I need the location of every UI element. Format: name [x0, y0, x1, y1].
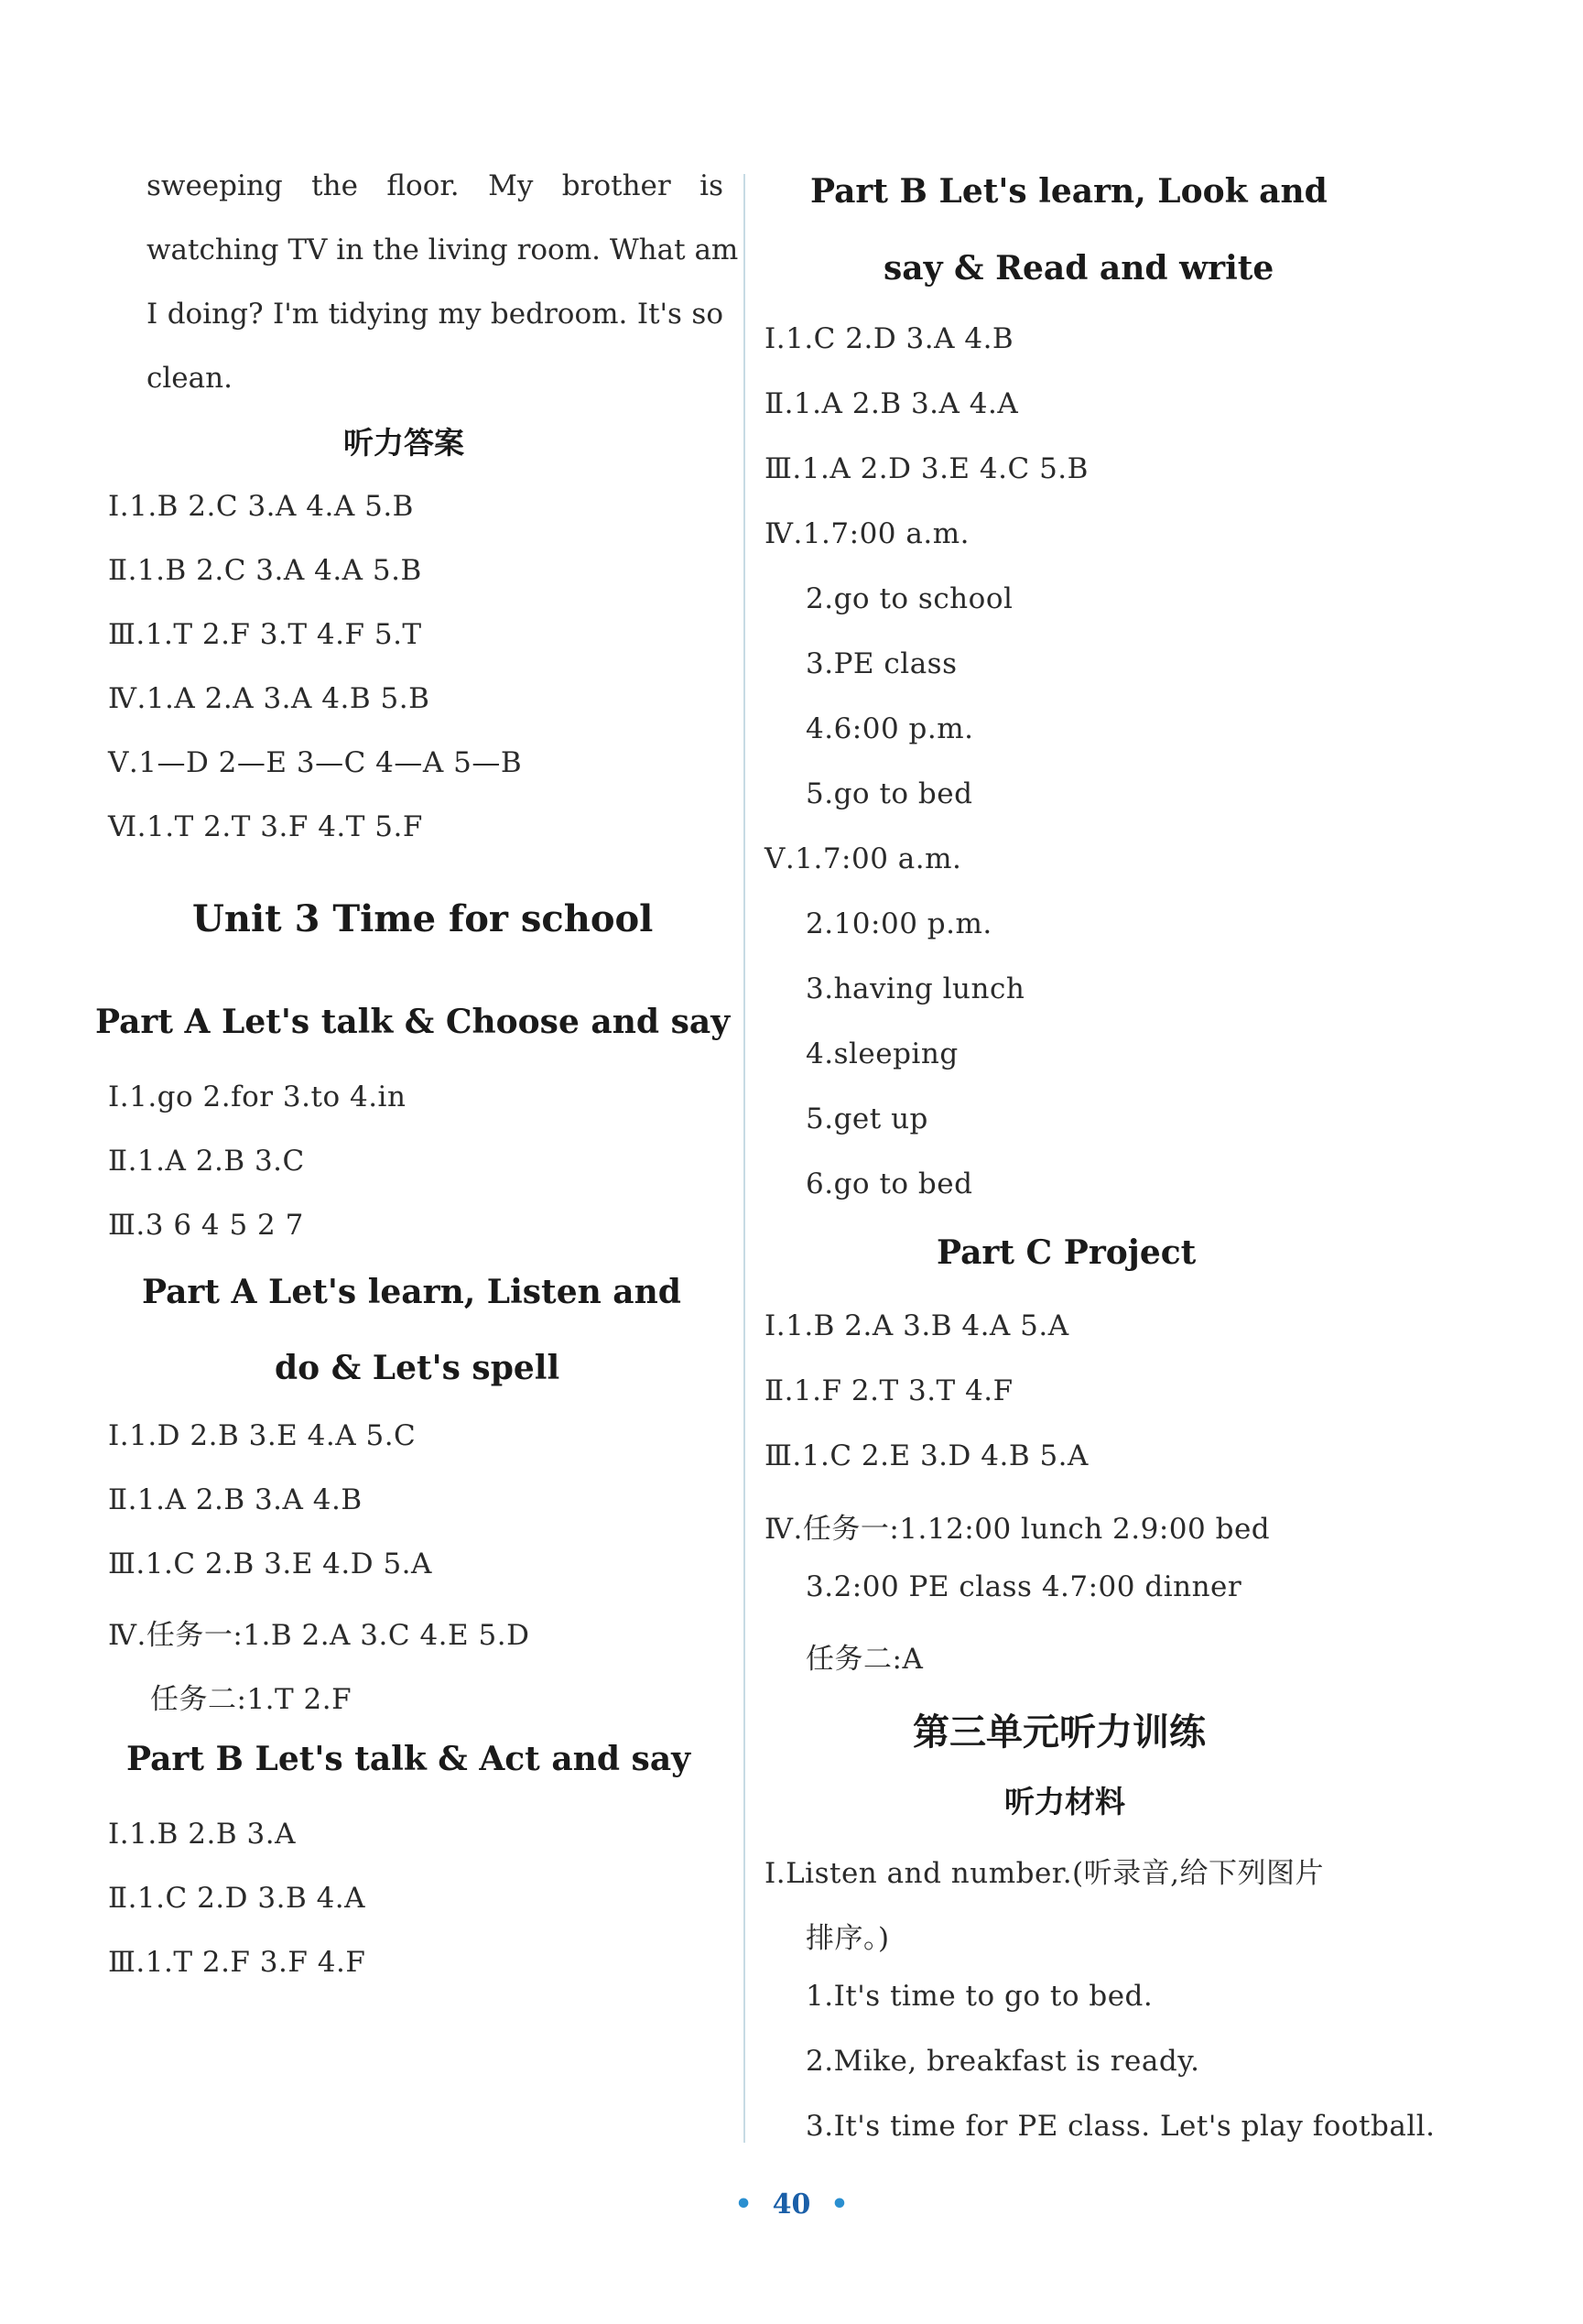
answer-line: Ⅲ.1.T 2.F 3.F 4.F	[108, 1946, 366, 1979]
answer-line: Ⅱ.1.A 2.B 3.C	[108, 1145, 305, 1178]
answer-line: Ⅳ.1.A 2.A 3.A 4.B 5.B	[108, 682, 430, 715]
text-line: clean.	[146, 362, 233, 395]
answer-line: 4.sleeping	[806, 1037, 959, 1070]
answer-line: 3.PE class	[806, 647, 958, 680]
answer-line: Ⅲ.1.C 2.B 3.E 4.D 5.A	[108, 1548, 432, 1580]
column-divider	[743, 174, 745, 2143]
answer-line: 2.go to school	[806, 582, 1014, 615]
answer-line: 4.6:00 p.m.	[806, 712, 974, 745]
answer-line: Ⅲ.3 6 4 5 2 7	[108, 1209, 304, 1242]
part-a-learn-title-line2: do & Let's spell	[275, 1349, 560, 1387]
answer-line: 5.go to bed	[806, 777, 973, 810]
part-b-learn-title: Part B Let's learn, Look and	[810, 172, 1328, 211]
decor-dot-icon: •	[830, 2188, 849, 2221]
answer-line: Ⅲ.1.T 2.F 3.T 4.F 5.T	[108, 618, 422, 651]
answer-line: 3.2:00 PE class 4.7:00 dinner	[806, 1570, 1242, 1603]
answer-line: Ⅴ.1—D 2—E 3—C 4—A 5—B	[108, 746, 523, 779]
answer-line: Ⅰ.1.D 2.B 3.E 4.A 5.C	[108, 1419, 417, 1452]
answer-line: 6.go to bed	[806, 1167, 973, 1200]
text-line: I doing? I'm tidying my bedroom. It's so	[146, 298, 723, 331]
text-line: sweeping the floor. My brother is	[146, 169, 723, 202]
answer-line: Ⅱ.1.F 2.T 3.T 4.F	[764, 1374, 1014, 1407]
part-c-title: Part C Project	[937, 1233, 1197, 1272]
answer-line: Ⅳ.1.7:00 a.m.	[764, 517, 970, 550]
decor-dot-icon: •	[734, 2188, 753, 2221]
answer-line: Ⅱ.1.C 2.D 3.B 4.A	[108, 1882, 366, 1915]
answer-line: Ⅳ.任务一:1.12:00 lunch 2.9:00 bed	[764, 1513, 1271, 1546]
listening-text-line: 排序。)	[806, 1922, 890, 1955]
text-line: watching TV in the living room. What am	[146, 233, 739, 266]
answer-line: Ⅱ.1.A 2.B 3.A 4.A	[764, 387, 1019, 420]
answer-line: Ⅰ.1.B 2.B 3.A	[108, 1818, 296, 1851]
answer-line: Ⅲ.1.A 2.D 3.E 4.C 5.B	[764, 452, 1089, 485]
unit3-listening-title: 第三单元听力训练	[913, 1711, 1206, 1754]
answer-line: Ⅳ.任务一:1.B 2.A 3.C 4.E 5.D	[108, 1619, 530, 1652]
listening-material-subtitle: 听力材料	[1004, 1784, 1125, 1819]
part-a-learn-title: Part A Let's learn, Listen and	[142, 1273, 681, 1311]
unit-title: Unit 3 Time for school	[192, 897, 654, 940]
answer-line: 5.get up	[806, 1102, 928, 1135]
answer-line: Ⅰ.1.go 2.for 3.to 4.in	[108, 1081, 407, 1113]
page-number	[0, 2188, 1583, 2221]
answer-line: 任务二:1.T 2.F	[150, 1683, 352, 1716]
listening-script-continuation	[146, 154, 739, 410]
answer-line: Ⅰ.1.B 2.A 3.B 4.A 5.A	[764, 1309, 1069, 1342]
part-b-talk-title: Part B Let's talk & Act and say	[126, 1740, 691, 1778]
answer-line: 3.having lunch	[806, 972, 1025, 1005]
answer-line: Ⅰ.1.C 2.D 3.A 4.B	[764, 322, 1014, 355]
listening-text-line: Ⅰ.Listen and number.(听录音,给下列图片	[764, 1857, 1325, 1890]
listening-answers-title: 听力答案	[343, 425, 464, 461]
page-number-text: 40	[772, 2188, 811, 2221]
answer-line: Ⅱ.1.B 2.C 3.A 4.A 5.B	[108, 554, 422, 587]
part-a-talk-title: Part A Let's talk & Choose and say	[95, 1003, 731, 1041]
answer-line: 2.10:00 p.m.	[806, 907, 992, 940]
listening-text-line: 2.Mike, breakfast is ready.	[806, 2045, 1200, 2078]
listening-text-line: 3.It's time for PE class. Let's play football.	[806, 2110, 1436, 2143]
answer-line: Ⅲ.1.C 2.E 3.D 4.B 5.A	[764, 1439, 1089, 1472]
answer-line: Ⅰ.1.B 2.C 3.A 4.A 5.B	[108, 490, 414, 523]
answer-line: Ⅴ.1.7:00 a.m.	[764, 842, 962, 875]
answer-line: Ⅱ.1.A 2.B 3.A 4.B	[108, 1483, 363, 1516]
listening-text-line: 1.It's time to go to bed.	[806, 1980, 1154, 2013]
answer-line: Ⅵ.1.T 2.T 3.F 4.T 5.F	[108, 810, 423, 843]
part-b-learn-title-line2: say & Read and write	[884, 249, 1274, 288]
answer-line: 任务二:A	[806, 1643, 924, 1676]
